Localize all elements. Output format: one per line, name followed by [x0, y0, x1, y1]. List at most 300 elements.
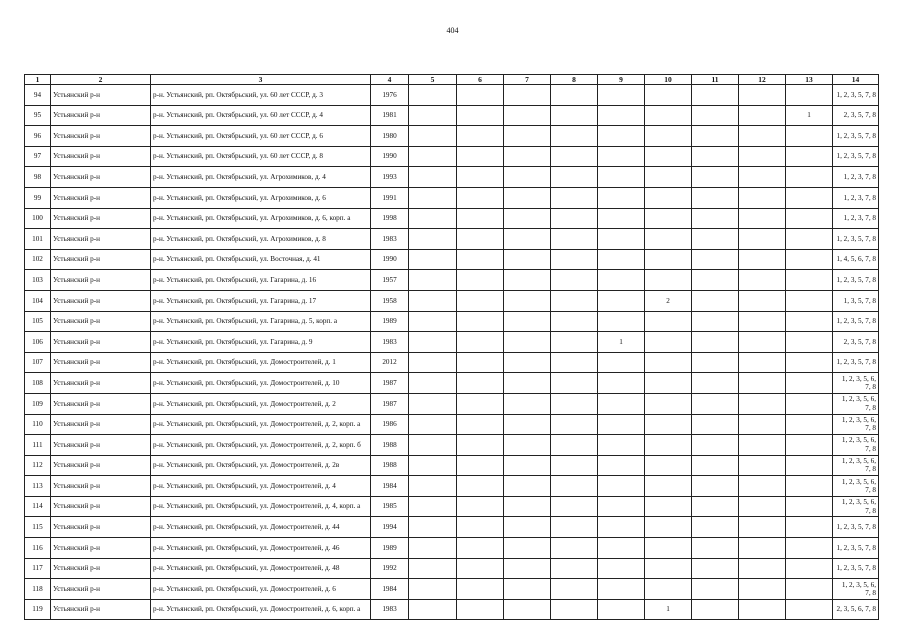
col5-cell — [409, 187, 457, 208]
col6-cell — [457, 249, 504, 270]
district-cell: Устьянский р-н — [51, 208, 151, 229]
col14-cell: 1, 2, 3, 5, 6, 7, 8 — [833, 373, 879, 394]
col13-cell — [786, 579, 833, 600]
col11-cell — [692, 270, 739, 291]
district-cell: Устьянский р-н — [51, 229, 151, 250]
col14-cell: 1, 2, 3, 5, 6, 7, 8 — [833, 414, 879, 435]
col11-cell — [692, 496, 739, 517]
col7-cell — [504, 105, 551, 126]
col5-cell — [409, 249, 457, 270]
table-row — [25, 414, 879, 435]
address-cell: р-н. Устьянский, рп. Октябрьский, ул. Домостроителей, д. 10 — [151, 373, 371, 394]
col9-cell — [598, 290, 645, 311]
col14-cell: 1, 2, 3, 5, 6, 7, 8 — [833, 496, 879, 517]
col9-cell — [598, 517, 645, 538]
row-number: 110 — [25, 414, 51, 435]
table-row — [25, 332, 879, 353]
col11-cell — [692, 85, 739, 106]
col9-cell — [598, 311, 645, 332]
col14-cell: 2, 3, 5, 6, 7, 8 — [833, 599, 879, 620]
col5-cell — [409, 414, 457, 435]
row-number: 105 — [25, 311, 51, 332]
column-header-7: 7 — [504, 75, 551, 85]
col10-cell — [645, 229, 692, 250]
row-number: 119 — [25, 599, 51, 620]
col5-cell — [409, 270, 457, 291]
col10-cell — [645, 476, 692, 497]
col12-cell — [739, 455, 786, 476]
col5-cell — [409, 393, 457, 414]
district-cell: Устьянский р-н — [51, 352, 151, 373]
col12-cell — [739, 167, 786, 188]
address-cell: р-н. Устьянский, рп. Октябрьский, ул. Домостроителей, д. 1 — [151, 352, 371, 373]
col7-cell — [504, 373, 551, 394]
col9-cell — [598, 249, 645, 270]
col8-cell — [551, 455, 598, 476]
page-number: 404 — [446, 26, 459, 35]
col12-cell — [739, 290, 786, 311]
col7-cell — [504, 208, 551, 229]
col7-cell — [504, 146, 551, 167]
year-cell: 1987 — [371, 393, 409, 414]
col12-cell — [739, 435, 786, 456]
col11-cell — [692, 558, 739, 579]
col7-cell — [504, 517, 551, 538]
col14-cell: 1, 2, 3, 7, 8 — [833, 187, 879, 208]
table-row — [25, 435, 879, 456]
col8-cell — [551, 85, 598, 106]
row-number: 115 — [25, 517, 51, 538]
col8-cell — [551, 167, 598, 188]
col8-cell — [551, 332, 598, 353]
address-cell: р-н. Устьянский, рп. Октябрьский, ул. Домостроителей, д. 44 — [151, 517, 371, 538]
col9-cell: 1 — [598, 332, 645, 353]
col14-cell: 1, 2, 3, 5, 6, 7, 8 — [833, 455, 879, 476]
col5-cell — [409, 517, 457, 538]
col6-cell — [457, 455, 504, 476]
col6-cell — [457, 105, 504, 126]
col13-cell — [786, 393, 833, 414]
col10-cell — [645, 558, 692, 579]
col10-cell — [645, 146, 692, 167]
col11-cell — [692, 290, 739, 311]
district-cell: Устьянский р-н — [51, 249, 151, 270]
col8-cell — [551, 126, 598, 147]
row-number: 113 — [25, 476, 51, 497]
year-cell: 1988 — [371, 435, 409, 456]
col5-cell — [409, 332, 457, 353]
col10-cell: 1 — [645, 599, 692, 620]
col14-cell: 1, 2, 3, 5, 7, 8 — [833, 517, 879, 538]
year-cell: 1988 — [371, 455, 409, 476]
year-cell: 1990 — [371, 146, 409, 167]
col6-cell — [457, 146, 504, 167]
row-number: 97 — [25, 146, 51, 167]
col11-cell — [692, 229, 739, 250]
address-cell: р-н. Устьянский, рп. Октябрьский, ул. Домостроителей, д. 2, корп. а — [151, 414, 371, 435]
table-row — [25, 352, 879, 373]
col6-cell — [457, 373, 504, 394]
col13-cell — [786, 538, 833, 559]
col13-cell — [786, 435, 833, 456]
col12-cell — [739, 249, 786, 270]
table-row — [25, 517, 879, 538]
col14-cell: 1, 2, 3, 5, 7, 8 — [833, 558, 879, 579]
col5-cell — [409, 455, 457, 476]
column-header-1: 1 — [25, 75, 51, 85]
col8-cell — [551, 558, 598, 579]
year-cell: 1992 — [371, 558, 409, 579]
address-cell: р-н. Устьянский, рп. Октябрьский, ул. Гагарина, д. 16 — [151, 270, 371, 291]
column-header-14: 14 — [833, 75, 879, 85]
address-cell: р-н. Устьянский, рп. Октябрьский, ул. Агрохимиков, д. 6 — [151, 187, 371, 208]
col13-cell — [786, 455, 833, 476]
address-cell: р-н. Устьянский, рп. Октябрьский, ул. Агрохимиков, д. 4 — [151, 167, 371, 188]
address-cell: р-н. Устьянский, рп. Октябрьский, ул. Домостроителей, д. 6, корп. а — [151, 599, 371, 620]
col11-cell — [692, 517, 739, 538]
year-cell: 1994 — [371, 517, 409, 538]
col13-cell — [786, 290, 833, 311]
col12-cell — [739, 270, 786, 291]
col5-cell — [409, 352, 457, 373]
col8-cell — [551, 517, 598, 538]
table-row — [25, 373, 879, 394]
year-cell: 2012 — [371, 352, 409, 373]
col12-cell — [739, 414, 786, 435]
col8-cell — [551, 414, 598, 435]
col8-cell — [551, 496, 598, 517]
col9-cell — [598, 435, 645, 456]
col10-cell — [645, 538, 692, 559]
address-cell: р-н. Устьянский, рп. Октябрьский, ул. Агрохимиков, д. 6, корп. а — [151, 208, 371, 229]
year-cell: 1986 — [371, 414, 409, 435]
district-cell: Устьянский р-н — [51, 126, 151, 147]
row-number: 107 — [25, 352, 51, 373]
table-row — [25, 167, 879, 188]
col5-cell — [409, 435, 457, 456]
row-number: 98 — [25, 167, 51, 188]
col14-cell: 1, 2, 3, 5, 7, 8 — [833, 229, 879, 250]
col5-cell — [409, 146, 457, 167]
col13-cell — [786, 311, 833, 332]
col7-cell — [504, 476, 551, 497]
column-header-10: 10 — [645, 75, 692, 85]
col9-cell — [598, 455, 645, 476]
col6-cell — [457, 496, 504, 517]
col6-cell — [457, 393, 504, 414]
col10-cell — [645, 311, 692, 332]
table-row — [25, 496, 879, 517]
address-cell: р-н. Устьянский, рп. Октябрьский, ул. Домостроителей, д. 2в — [151, 455, 371, 476]
col8-cell — [551, 579, 598, 600]
col6-cell — [457, 352, 504, 373]
table-row — [25, 146, 879, 167]
col14-cell: 1, 2, 3, 7, 8 — [833, 167, 879, 188]
col14-cell: 1, 4, 5, 6, 7, 8 — [833, 249, 879, 270]
col10-cell — [645, 126, 692, 147]
year-cell: 1984 — [371, 476, 409, 497]
year-cell: 1976 — [371, 85, 409, 106]
col8-cell — [551, 146, 598, 167]
col12-cell — [739, 579, 786, 600]
table-row — [25, 455, 879, 476]
col13-cell — [786, 270, 833, 291]
col8-cell — [551, 249, 598, 270]
col14-cell: 1, 3, 5, 7, 8 — [833, 290, 879, 311]
col11-cell — [692, 579, 739, 600]
address-cell: р-н. Устьянский, рп. Октябрьский, ул. Домостроителей, д. 46 — [151, 538, 371, 559]
register-table — [24, 74, 879, 620]
year-cell: 1983 — [371, 229, 409, 250]
table-row — [25, 249, 879, 270]
address-cell: р-н. Устьянский, рп. Октябрьский, ул. Домостроителей, д. 6 — [151, 579, 371, 600]
column-header-5: 5 — [409, 75, 457, 85]
col9-cell — [598, 229, 645, 250]
col14-cell: 2, 3, 5, 7, 8 — [833, 332, 879, 353]
col12-cell — [739, 85, 786, 106]
district-cell: Устьянский р-н — [51, 599, 151, 620]
col13-cell — [786, 599, 833, 620]
col9-cell — [598, 126, 645, 147]
col14-cell: 1, 2, 3, 5, 7, 8 — [833, 126, 879, 147]
column-header-3: 3 — [151, 75, 371, 85]
col6-cell — [457, 558, 504, 579]
col13-cell — [786, 146, 833, 167]
table-row — [25, 579, 879, 600]
address-cell: р-н. Устьянский, рп. Октябрьский, ул. Гагарина, д. 5, корп. а — [151, 311, 371, 332]
col14-cell: 1, 2, 3, 5, 7, 8 — [833, 146, 879, 167]
col9-cell — [598, 146, 645, 167]
col5-cell — [409, 229, 457, 250]
row-number: 114 — [25, 496, 51, 517]
col10-cell — [645, 455, 692, 476]
table-row — [25, 208, 879, 229]
col6-cell — [457, 579, 504, 600]
col11-cell — [692, 187, 739, 208]
year-cell: 1983 — [371, 332, 409, 353]
district-cell: Устьянский р-н — [51, 393, 151, 414]
col12-cell — [739, 373, 786, 394]
col7-cell — [504, 538, 551, 559]
col5-cell — [409, 208, 457, 229]
col7-cell — [504, 290, 551, 311]
col5-cell — [409, 599, 457, 620]
col14-cell: 1, 2, 3, 5, 7, 8 — [833, 270, 879, 291]
col10-cell — [645, 579, 692, 600]
col10-cell — [645, 249, 692, 270]
col6-cell — [457, 229, 504, 250]
col11-cell — [692, 208, 739, 229]
table-row — [25, 476, 879, 497]
year-cell: 1983 — [371, 599, 409, 620]
col13-cell — [786, 332, 833, 353]
col12-cell — [739, 311, 786, 332]
col8-cell — [551, 435, 598, 456]
col9-cell — [598, 352, 645, 373]
col9-cell — [598, 167, 645, 188]
col9-cell — [598, 208, 645, 229]
row-number: 102 — [25, 249, 51, 270]
year-cell: 1985 — [371, 496, 409, 517]
col11-cell — [692, 311, 739, 332]
col13-cell — [786, 414, 833, 435]
row-number: 96 — [25, 126, 51, 147]
address-cell: р-н. Устьянский, рп. Октябрьский, ул. Гагарина, д. 9 — [151, 332, 371, 353]
district-cell: Устьянский р-н — [51, 435, 151, 456]
col8-cell — [551, 476, 598, 497]
col5-cell — [409, 579, 457, 600]
col14-cell: 1, 2, 3, 7, 8 — [833, 208, 879, 229]
col9-cell — [598, 105, 645, 126]
col7-cell — [504, 311, 551, 332]
district-cell: Устьянский р-н — [51, 290, 151, 311]
table-row — [25, 270, 879, 291]
col7-cell — [504, 85, 551, 106]
col9-cell — [598, 579, 645, 600]
col12-cell — [739, 126, 786, 147]
col14-cell: 1, 2, 3, 5, 7, 8 — [833, 538, 879, 559]
col13-cell — [786, 558, 833, 579]
column-header-9: 9 — [598, 75, 645, 85]
address-cell: р-н. Устьянский, рп. Октябрьский, ул. Домостроителей, д. 48 — [151, 558, 371, 579]
col11-cell — [692, 167, 739, 188]
district-cell: Устьянский р-н — [51, 373, 151, 394]
col7-cell — [504, 435, 551, 456]
col12-cell — [739, 538, 786, 559]
col6-cell — [457, 517, 504, 538]
col8-cell — [551, 538, 598, 559]
address-cell: р-н. Устьянский, рп. Октябрьский, ул. 60 лет СССР, д. 4 — [151, 105, 371, 126]
col11-cell — [692, 352, 739, 373]
col10-cell: 2 — [645, 290, 692, 311]
table-row — [25, 311, 879, 332]
col6-cell — [457, 208, 504, 229]
district-cell: Устьянский р-н — [51, 270, 151, 291]
row-number: 116 — [25, 538, 51, 559]
col6-cell — [457, 85, 504, 106]
col6-cell — [457, 599, 504, 620]
col10-cell — [645, 167, 692, 188]
col10-cell — [645, 332, 692, 353]
table-row — [25, 85, 879, 106]
district-cell: Устьянский р-н — [51, 517, 151, 538]
table-row — [25, 599, 879, 620]
col8-cell — [551, 393, 598, 414]
col8-cell — [551, 270, 598, 291]
col13-cell — [786, 187, 833, 208]
col7-cell — [504, 414, 551, 435]
col14-cell: 1, 2, 3, 5, 7, 8 — [833, 352, 879, 373]
table-row — [25, 229, 879, 250]
col5-cell — [409, 126, 457, 147]
col6-cell — [457, 311, 504, 332]
col10-cell — [645, 496, 692, 517]
col9-cell — [598, 414, 645, 435]
col10-cell — [645, 270, 692, 291]
address-cell: р-н. Устьянский, рп. Октябрьский, ул. Домостроителей, д. 2 — [151, 393, 371, 414]
col13-cell — [786, 167, 833, 188]
year-cell: 1993 — [371, 167, 409, 188]
col14-cell: 1, 2, 3, 5, 7, 8 — [833, 85, 879, 106]
col14-cell: 1, 2, 3, 5, 6, 7, 8 — [833, 579, 879, 600]
district-cell: Устьянский р-н — [51, 538, 151, 559]
col12-cell — [739, 187, 786, 208]
col12-cell — [739, 146, 786, 167]
col7-cell — [504, 352, 551, 373]
address-cell: р-н. Устьянский, рп. Октябрьский, ул. Домостроителей, д. 4, корп. а — [151, 496, 371, 517]
col6-cell — [457, 332, 504, 353]
column-header-11: 11 — [692, 75, 739, 85]
year-cell: 1981 — [371, 105, 409, 126]
col10-cell — [645, 105, 692, 126]
col12-cell — [739, 229, 786, 250]
column-header-2: 2 — [51, 75, 151, 85]
col7-cell — [504, 270, 551, 291]
col14-cell: 1, 2, 3, 5, 6, 7, 8 — [833, 435, 879, 456]
col12-cell — [739, 208, 786, 229]
col11-cell — [692, 126, 739, 147]
col5-cell — [409, 558, 457, 579]
district-cell: Устьянский р-н — [51, 105, 151, 126]
col5-cell — [409, 290, 457, 311]
col8-cell — [551, 105, 598, 126]
row-number: 99 — [25, 187, 51, 208]
district-cell: Устьянский р-н — [51, 476, 151, 497]
address-cell: р-н. Устьянский, рп. Октябрьский, ул. Домостроителей, д. 4 — [151, 476, 371, 497]
col5-cell — [409, 476, 457, 497]
col11-cell — [692, 435, 739, 456]
col11-cell — [692, 373, 739, 394]
col9-cell — [598, 393, 645, 414]
col7-cell — [504, 249, 551, 270]
col11-cell — [692, 455, 739, 476]
col9-cell — [598, 599, 645, 620]
district-cell: Устьянский р-н — [51, 85, 151, 106]
district-cell: Устьянский р-н — [51, 146, 151, 167]
district-cell: Устьянский р-н — [51, 332, 151, 353]
district-cell: Устьянский р-н — [51, 496, 151, 517]
col6-cell — [457, 290, 504, 311]
col11-cell — [692, 332, 739, 353]
col6-cell — [457, 126, 504, 147]
col10-cell — [645, 85, 692, 106]
col8-cell — [551, 290, 598, 311]
col7-cell — [504, 167, 551, 188]
col9-cell — [598, 187, 645, 208]
table-row — [25, 538, 879, 559]
col7-cell — [504, 599, 551, 620]
col11-cell — [692, 538, 739, 559]
col10-cell — [645, 352, 692, 373]
col11-cell — [692, 414, 739, 435]
col7-cell — [504, 455, 551, 476]
col14-cell: 1, 2, 3, 5, 6, 7, 8 — [833, 476, 879, 497]
col12-cell — [739, 332, 786, 353]
col13-cell — [786, 352, 833, 373]
col13-cell — [786, 249, 833, 270]
row-number: 109 — [25, 393, 51, 414]
col11-cell — [692, 105, 739, 126]
row-number: 112 — [25, 455, 51, 476]
table-row — [25, 290, 879, 311]
col12-cell — [739, 476, 786, 497]
col7-cell — [504, 393, 551, 414]
col13-cell — [786, 229, 833, 250]
address-cell: р-н. Устьянский, рп. Октябрьский, ул. Гагарина, д. 17 — [151, 290, 371, 311]
table-row — [25, 126, 879, 147]
row-number: 111 — [25, 435, 51, 456]
address-cell: р-н. Устьянский, рп. Октябрьский, ул. Восточная, д. 41 — [151, 249, 371, 270]
